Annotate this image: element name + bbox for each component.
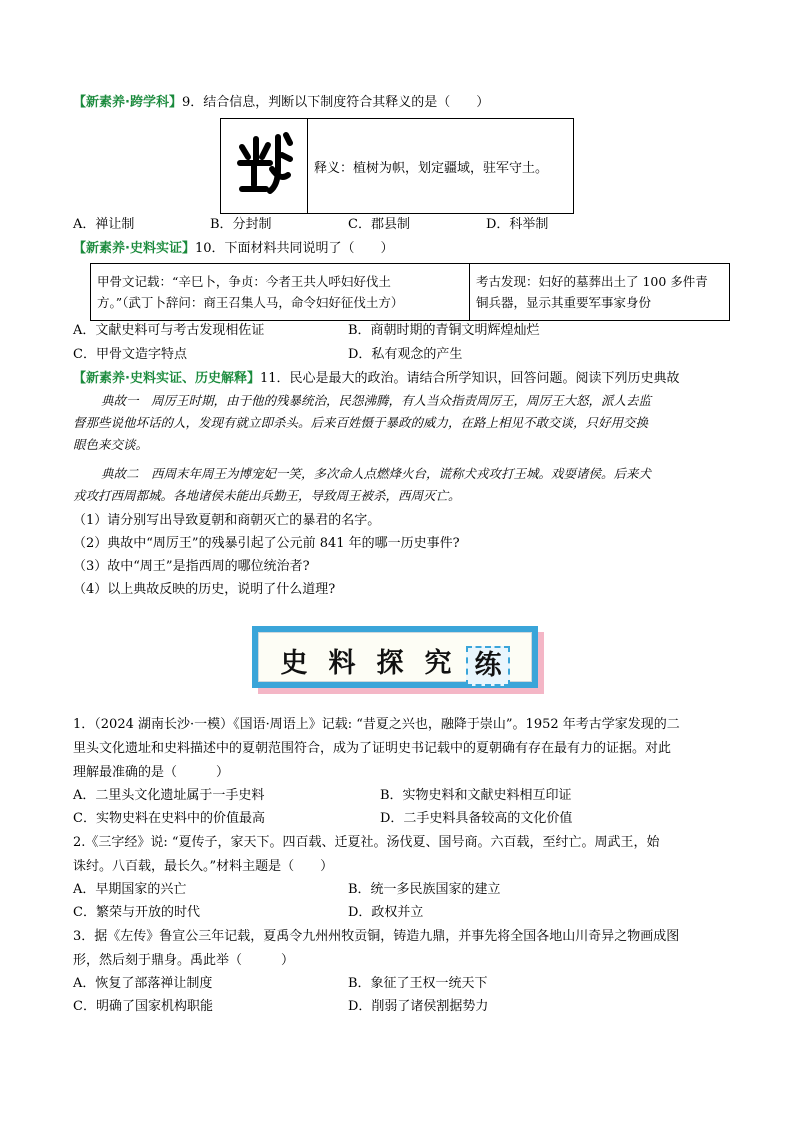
q9-option-a: A．禅让制 (73, 217, 135, 232)
p2-option-a: A．早期国家的兴亡 (73, 882, 187, 897)
q11-story1-line2: 督那些说他坏话的人，发现有就立即杀头。后来百姓慑于暴政的威力，在路上相见不敢交谈，只好用交换 (73, 415, 649, 430)
q10-material-table (90, 263, 730, 321)
q10-right-line1: 考古发现：妇好的墓葬出土了 100 多件青 (476, 274, 708, 289)
p1-option-a: A．二里头文化遗址属于一手史料 (73, 788, 265, 803)
q11-story2-line2: 戎攻打西周都城。各地诸侯未能出兵勤王，导致周王被杀，西周灭亡。 (73, 488, 461, 503)
p1-line3: 理解最准确的是（ ） (73, 765, 230, 780)
q10-option-a: A．文献史料可与考古发现相佐证 (73, 323, 265, 338)
q9-explanation-cell (308, 119, 574, 214)
p1-option-d: D．二手史料具备较高的文化价值 (380, 811, 573, 826)
q11-tag: 【新素养·史料实证、历史解释】 (73, 371, 260, 386)
q11-sub2: （2）典故中“周厉王”的残暴引起了公元前 841 年的哪一历史事件? (73, 536, 460, 551)
p3-option-d: D．削弱了诸侯割据势力 (348, 999, 489, 1014)
q9-stem: 9．结合信息，判断以下制度符合其释义的是（ ） (181, 95, 490, 110)
banner-inner (258, 632, 532, 682)
p2-line2: 诛纣。八百载，最长久。”材料主题是（ ） (73, 859, 334, 874)
p1-option-b: B．实物史料和文献史料相互印证 (380, 788, 572, 803)
p2-option-b: B．统一多民族国家的建立 (348, 882, 501, 897)
q11-sub1: （1）请分别写出导致夏朝和商朝灭亡的暴君的名字。 (73, 513, 381, 528)
q10-option-b: B．商朝时期的青铜文明辉煌灿烂 (348, 323, 540, 338)
q11-story2-line1: 典故二 西周末年周王为博宠妃一笑，多次命人点燃烽火台，谎称犬戎攻打王城。戏耍诸侯。后来犬 (101, 466, 652, 481)
q11-sub3: （3）故中“周王”是指西周的哪位统治者? (73, 559, 310, 574)
q11-stem: 11．民心是最大的政治。请结合所学知识，回答问题。阅读下列历史典故 (259, 371, 680, 386)
q9-option-b: B．分封制 (210, 217, 272, 232)
q10-tag: 【新素养·史料实证】 (73, 241, 195, 256)
q9-tag: 【新素养·跨学科】 (73, 95, 182, 110)
banner-char-5: 练 (466, 646, 510, 686)
q11-story1-line1: 典故一 周厉王时期，由于他的残暴统治，民怨沸腾，有人当众指责周厉王，周厉王大怒，派人去监 (101, 393, 652, 408)
q9-glyph-cell (221, 119, 308, 214)
q10-stem-line (73, 239, 394, 259)
p2-line1: 2.《三字经》说: “夏传子，家天下。四百载、迁夏社。汤伐夏、国号商。六百载，至纣亡。周武王，始 (73, 835, 660, 850)
oracle-glyph-feng-image (234, 129, 294, 199)
q10-option-d: D．私有观念的产生 (348, 347, 463, 362)
banner-char-4: 究 (424, 648, 452, 679)
p2-option-d: D．政权并立 (348, 905, 424, 920)
q11-stem-line (73, 369, 680, 389)
p3-option-c: C．明确了国家机构职能 (73, 999, 213, 1014)
q9-stem-line (73, 93, 489, 113)
q10-option-c: C．甲骨文造字特点 (73, 347, 187, 362)
p2-option-c: C．繁荣与开放的时代 (73, 905, 200, 920)
q11-story1-line3: 眼色来交谈。 (73, 437, 149, 452)
p3-line1: 3．据《左传》鲁宣公三年记载，夏禹令九州州牧贡铜，铸造九鼎，并事先将全国各地山川奇异之物画成图 (73, 929, 680, 944)
p3-line2: 形，然后刻于鼎身。禹此举（ ） (73, 953, 295, 968)
section-banner (252, 626, 538, 688)
q9-explanation: 释义：植树为帜，划定疆域，驻军守土。 (314, 160, 549, 176)
p1-line1: 1．（2024 湖南长沙·一模）《国语·周语上》记载: “昔夏之兴也，融降于崇山”。1952 年考古学家发现的二 (73, 717, 680, 732)
banner-char-3: 探 (376, 648, 404, 679)
q10-right-cell (470, 264, 730, 321)
q9-option-d: D．科举制 (486, 217, 549, 232)
banner-char-1: 史 (280, 648, 308, 679)
p3-option-a: A．恢复了部落禅让制度 (73, 976, 213, 991)
p3-option-b: B．象征了王权一统天下 (348, 976, 488, 991)
banner-char-2: 料 (328, 648, 356, 679)
p1-line2: 里头文化遗址和史料描述中的夏朝范围符合，成为了证明史书记载中的夏朝确有存在最有力的证据。对此 (73, 741, 672, 756)
q9-option-c: C．郡县制 (348, 217, 410, 232)
q10-left-line1: 甲骨文记载：“辛巳卜，争贞：今者王共人呼妇好伐土 (97, 274, 391, 289)
q11-sub4: （4）以上典故反映的历史，说明了什么道理? (73, 582, 336, 597)
q10-right-line2: 铜兵器，显示其重要军事家身份 (476, 295, 652, 310)
q9-info-table (220, 118, 574, 214)
p1-option-c: C．实物史料在史料中的价值最高 (73, 811, 265, 826)
q10-stem: 10．下面材料共同说明了（ ） (194, 241, 394, 256)
q10-left-line2: 方。”（武丁卜辞问：商王召集人马，命令妇好征伐土方） (97, 295, 404, 310)
q10-left-cell (91, 264, 470, 321)
